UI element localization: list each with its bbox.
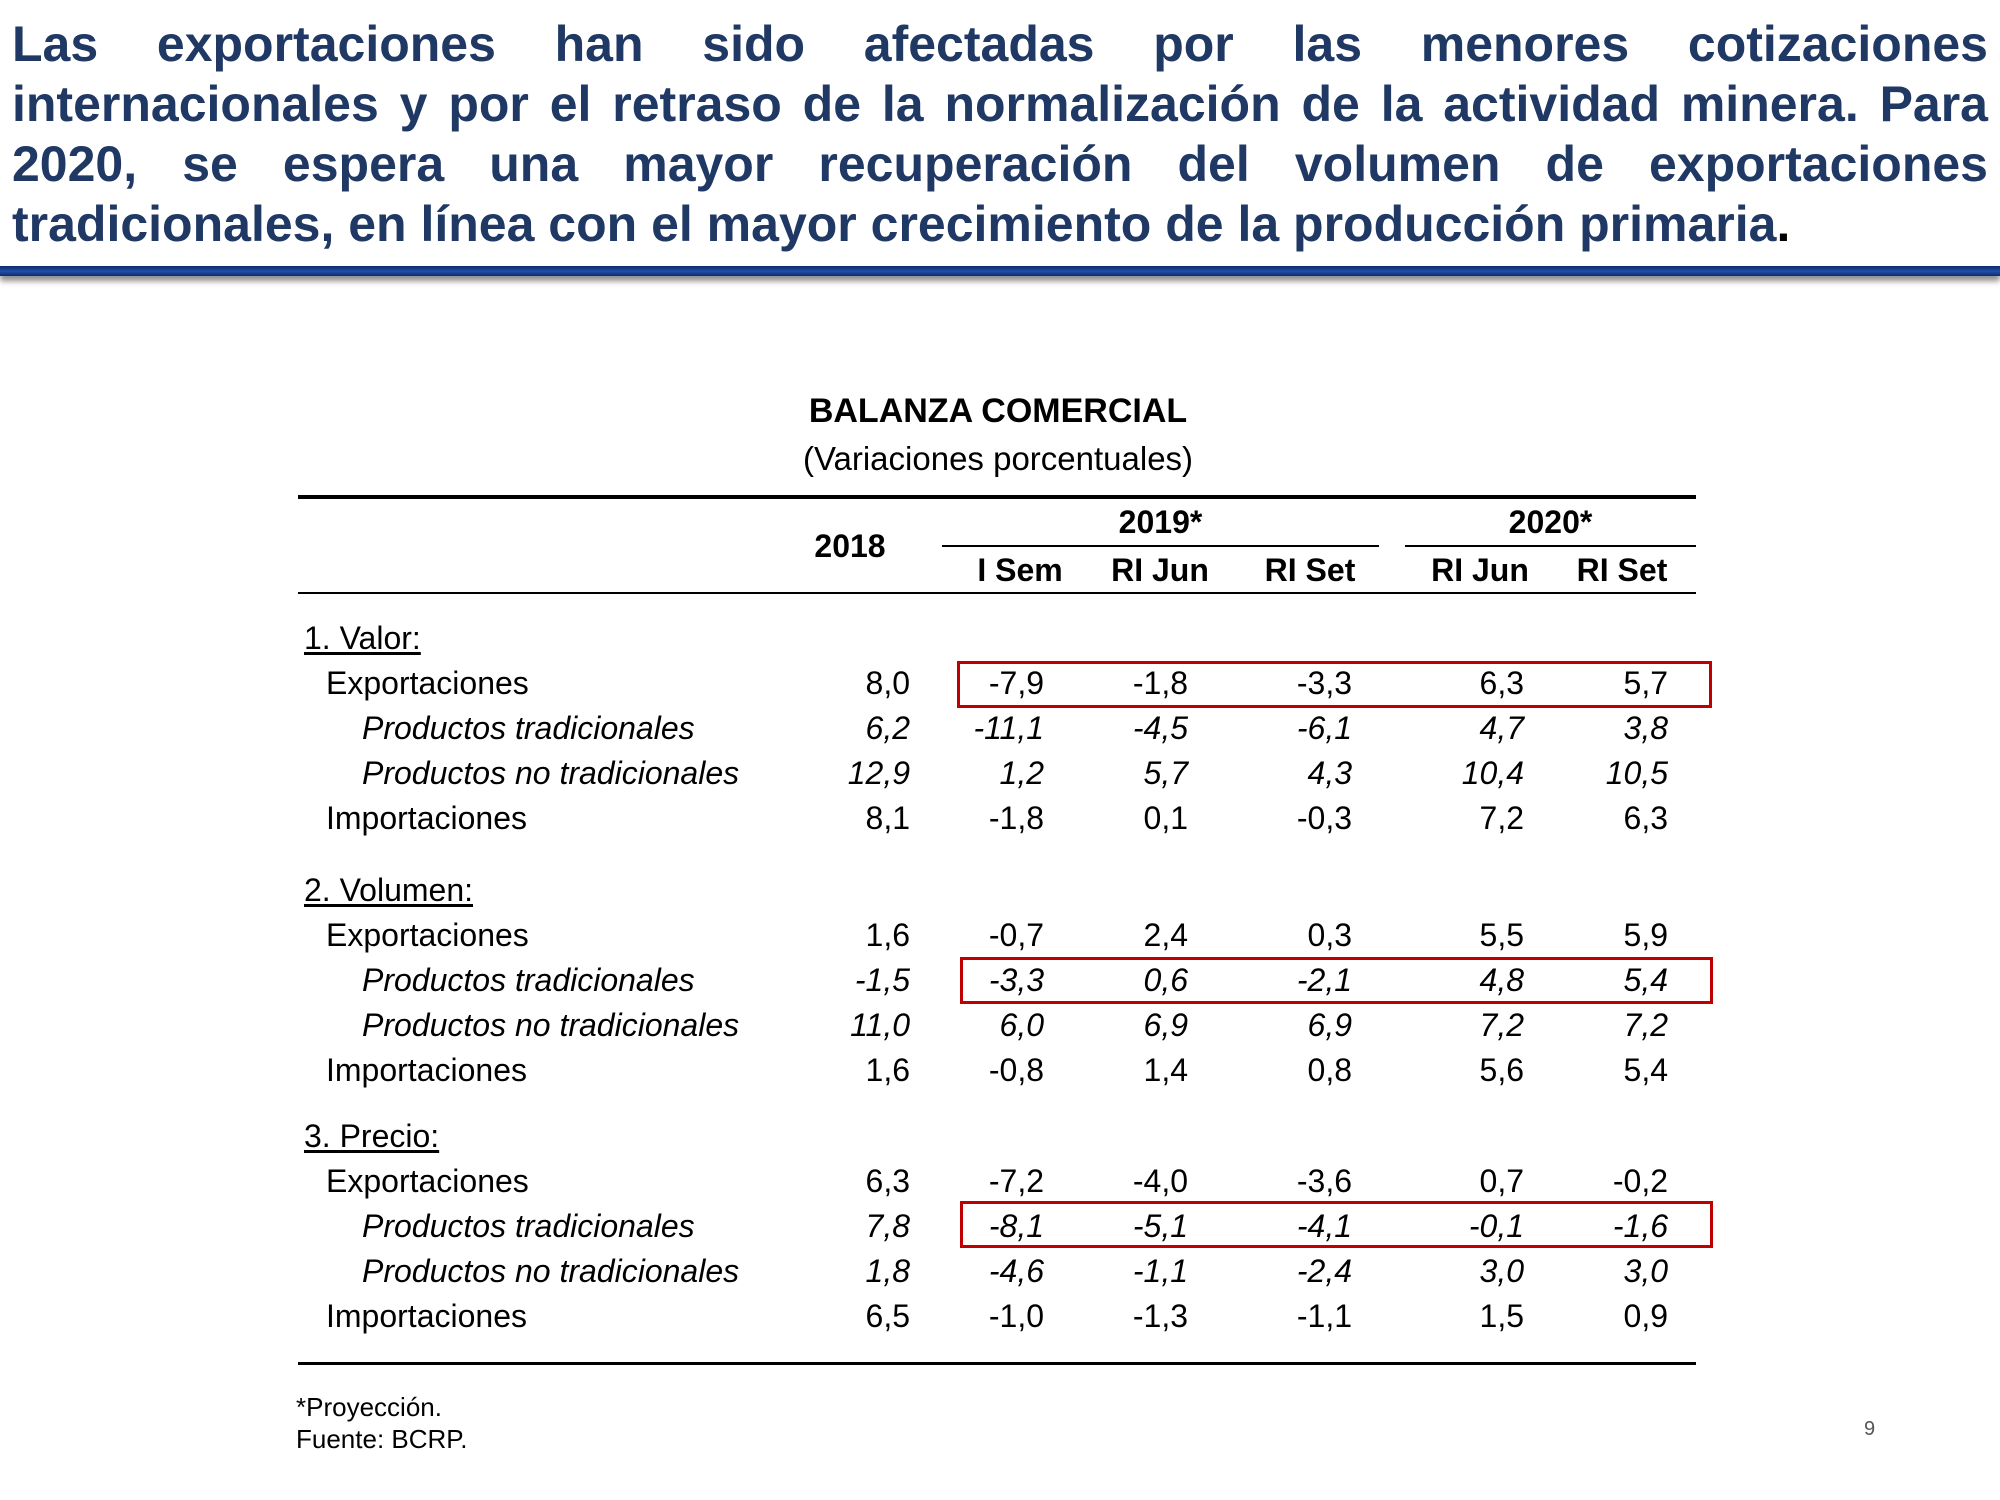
highlight-precio-tradicionales	[960, 1201, 1713, 1248]
cell-2019-i-sem: -1,0	[988, 1298, 1044, 1334]
cell-2019-i-sem: -7,2	[988, 1163, 1044, 1199]
cell-2019-ri-set: 0,8	[1307, 1052, 1352, 1088]
header-2019-group: 2019*	[1118, 504, 1203, 540]
cell-2019-i-sem: -7,9	[988, 665, 1044, 701]
cell-2020-ri-jun: 3,0	[1479, 1253, 1524, 1289]
cell-2020-ri-jun: 6,3	[1479, 665, 1524, 701]
cell-2019-ri-jun: 5,7	[1143, 755, 1188, 791]
cell-2020-ri-jun: 4,7	[1479, 710, 1524, 746]
row-label: Productos tradicionales	[362, 710, 695, 746]
cell-2019-ri-set: 0,3	[1307, 917, 1352, 953]
cell-2018: 12,9	[847, 755, 910, 791]
cell-2020-ri-jun: 4,8	[1479, 962, 1524, 998]
section-title: 1. Valor:	[304, 620, 421, 656]
cell-2019-ri-set: -2,1	[1296, 962, 1352, 998]
cell-2019-ri-set: -2,4	[1296, 1253, 1352, 1289]
table-row	[300, 1253, 1700, 1298]
section-title: 2. Volumen:	[304, 872, 473, 908]
header-2019-ri-set: RI Set	[1264, 552, 1356, 588]
cell-2019-i-sem: 6,0	[999, 1007, 1044, 1043]
cell-2019-i-sem: -1,8	[988, 800, 1044, 836]
row-label: Productos tradicionales	[362, 962, 695, 998]
cell-2018: 6,5	[865, 1298, 910, 1334]
table-row	[300, 755, 1700, 800]
row-label: Importaciones	[326, 1298, 527, 1334]
cell-2019-i-sem: -0,8	[988, 1052, 1044, 1088]
cell-2020-ri-jun: 1,5	[1479, 1298, 1524, 1334]
cell-2020-ri-set: 3,0	[1623, 1253, 1668, 1289]
table-row	[300, 1007, 1700, 1052]
cell-2019-i-sem: -3,3	[988, 962, 1044, 998]
table-title: BALANZA COMERCIAL	[808, 392, 1188, 430]
cell-2020-ri-jun: 0,7	[1479, 1163, 1524, 1199]
section-title: 3. Precio:	[304, 1118, 440, 1154]
group-2020-rule	[1405, 545, 1696, 547]
header-2018: 2018	[814, 528, 886, 564]
cell-2019-ri-jun: 1,4	[1143, 1052, 1188, 1088]
cell-2020-ri-jun: 7,2	[1479, 1007, 1524, 1043]
header-2020-group: 2020*	[1508, 504, 1593, 540]
cell-2020-ri-set: 5,7	[1623, 665, 1668, 701]
page-number: 9	[1864, 1418, 1876, 1440]
cell-2019-ri-jun: -1,1	[1132, 1253, 1188, 1289]
cell-2019-ri-set: -6,1	[1296, 710, 1352, 746]
group-2019-rule	[942, 545, 1379, 547]
table-row	[300, 917, 1700, 962]
cell-2019-i-sem: -0,7	[988, 917, 1044, 953]
row-label: Exportaciones	[326, 1163, 529, 1199]
row-label: Exportaciones	[326, 917, 529, 953]
table-top-rule	[298, 495, 1696, 499]
section-valor	[300, 620, 1700, 665]
cell-2020-ri-jun: 5,6	[1479, 1052, 1524, 1088]
cell-2020-ri-set: 5,9	[1623, 917, 1668, 953]
cell-2020-ri-set: 7,2	[1623, 1007, 1668, 1043]
cell-2020-ri-jun: 5,5	[1479, 917, 1524, 953]
cell-2020-ri-set: 6,3	[1623, 800, 1668, 836]
footnote: *Proyección.	[296, 1392, 442, 1422]
cell-2018: 7,8	[865, 1208, 910, 1244]
cell-2020-ri-set: 5,4	[1623, 1052, 1668, 1088]
cell-2020-ri-jun: 10,4	[1461, 755, 1524, 791]
cell-2019-ri-jun: -4,5	[1132, 710, 1188, 746]
table-row	[300, 710, 1700, 755]
cell-2020-ri-jun: 7,2	[1479, 800, 1524, 836]
headline-text: Las exportaciones han sido afectadas por las menores cotizaciones internacionales y por el retraso de la normalización de la actividad minera. Para 2020, se espera una mayor recuperación del volumen de exportaciones tradicionales, en línea con el mayor crecimiento de la producción primaria	[12, 16, 1988, 252]
table-subtitle: (Variaciones porcentuales)	[802, 440, 1194, 477]
cell-2019-ri-jun: 0,1	[1143, 800, 1188, 836]
row-label: Exportaciones	[326, 665, 529, 701]
cell-2019-ri-set: -4,1	[1296, 1208, 1352, 1244]
cell-2019-ri-jun: 6,9	[1143, 1007, 1188, 1043]
cell-2020-ri-set: -0,2	[1612, 1163, 1668, 1199]
cell-2019-ri-set: -1,1	[1296, 1298, 1352, 1334]
row-label: Importaciones	[326, 800, 527, 836]
cell-2018: 6,2	[865, 710, 910, 746]
table-bottom-rule	[298, 1362, 1696, 1365]
header-2020-ri-jun: RI Jun	[1431, 552, 1529, 588]
cell-2018: 11,0	[850, 1007, 910, 1043]
table-row	[300, 800, 1700, 845]
cell-2020-ri-set: 0,9	[1623, 1298, 1668, 1334]
row-label: Productos no tradicionales	[362, 1007, 740, 1043]
cell-2019-ri-set: -3,6	[1296, 1163, 1352, 1199]
cell-2018: 1,6	[865, 917, 910, 953]
headline-period: .	[1776, 196, 1791, 252]
cell-2020-ri-set: 3,8	[1623, 710, 1668, 746]
header-bottom-rule	[298, 592, 1696, 594]
cell-2019-i-sem: 1,2	[999, 755, 1044, 791]
header-2020-ri-set: RI Set	[1576, 552, 1668, 588]
cell-2018: 1,6	[865, 1052, 910, 1088]
highlight-valor-exportaciones	[957, 661, 1712, 708]
section-precio	[300, 1118, 1700, 1163]
cell-2020-ri-set: 10,5	[1605, 755, 1668, 791]
row-label: Productos no tradicionales	[362, 755, 740, 791]
cell-2018: 8,0	[865, 665, 910, 701]
section-volumen	[300, 872, 1700, 917]
cell-2018: -1,5	[854, 962, 910, 998]
cell-2019-ri-set: 4,3	[1307, 755, 1352, 791]
cell-2019-ri-jun: -1,3	[1132, 1298, 1188, 1334]
cell-2020-ri-set: -1,6	[1612, 1208, 1668, 1244]
cell-2020-ri-jun: -0,1	[1468, 1208, 1524, 1244]
cell-2019-ri-set: -0,3	[1296, 800, 1352, 836]
cell-2019-ri-jun: 2,4	[1143, 917, 1188, 953]
cell-2019-ri-jun: -4,0	[1132, 1163, 1188, 1199]
cell-2020-ri-set: 5,4	[1623, 962, 1668, 998]
cell-2019-ri-set: -3,3	[1296, 665, 1352, 701]
cell-2019-ri-jun: 0,6	[1143, 962, 1188, 998]
source-note: Fuente: BCRP.	[296, 1424, 468, 1454]
cell-2019-ri-jun: -5,1	[1132, 1208, 1188, 1244]
row-label: Importaciones	[326, 1052, 527, 1088]
cell-2019-i-sem: -11,1	[973, 710, 1044, 746]
header-2019-ri-jun: RI Jun	[1111, 552, 1209, 588]
cell-2018: 6,3	[865, 1163, 910, 1199]
table-row	[300, 1052, 1700, 1097]
cell-2018: 8,1	[865, 800, 910, 836]
cell-2019-i-sem: -8,1	[988, 1208, 1044, 1244]
row-label: Productos no tradicionales	[362, 1253, 740, 1289]
row-label: Productos tradicionales	[362, 1208, 695, 1244]
header-rule	[0, 266, 2000, 276]
cell-2018: 1,8	[865, 1253, 910, 1289]
header-2019-i-sem: I Sem	[977, 552, 1063, 588]
cell-2019-ri-set: 6,9	[1307, 1007, 1352, 1043]
cell-2019-i-sem: -4,6	[988, 1253, 1044, 1289]
highlight-volumen-tradicionales	[960, 957, 1713, 1004]
table-row	[300, 1298, 1700, 1343]
cell-2019-ri-jun: -1,8	[1132, 665, 1188, 701]
headline	[12, 14, 1988, 254]
